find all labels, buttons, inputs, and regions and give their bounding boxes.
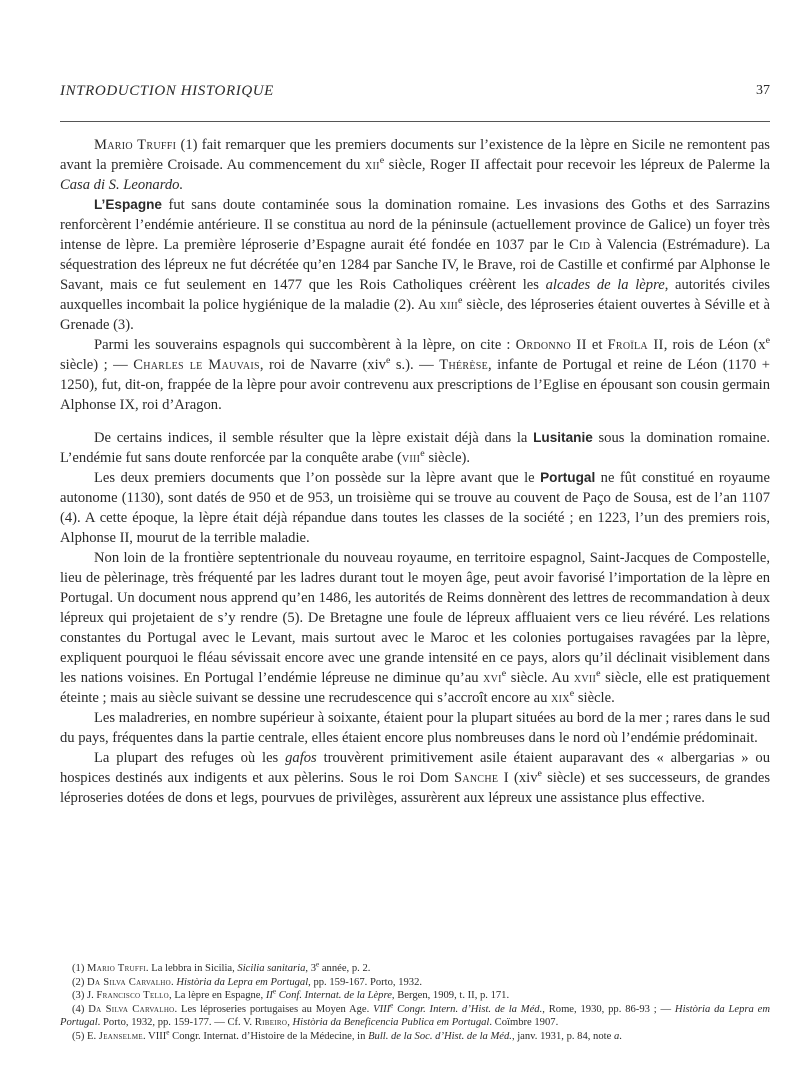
paragraph xyxy=(60,748,770,808)
text-run: . La lebbra in Sicilia, xyxy=(145,963,238,974)
text-run: . Les léproseries portugaises au Moyen Age. xyxy=(174,1003,374,1015)
text-run: (3) J. xyxy=(72,990,97,1001)
text-run: , xyxy=(287,1017,293,1028)
text-run: e xyxy=(501,668,507,680)
text-run: II xyxy=(265,990,273,1001)
text-run: Mario Truffi xyxy=(94,137,177,153)
text-run: Portugal xyxy=(540,470,596,485)
text-run: L’Espagne xyxy=(94,197,162,212)
text-run: e xyxy=(420,448,425,460)
text-run: Da Silva Carvalho xyxy=(87,976,172,988)
text-run: Mario Truffi xyxy=(87,963,146,974)
text-run: xiii xyxy=(439,297,459,313)
text-run: Thérèse xyxy=(439,357,489,373)
text-run: Història da Beneficencia Publica em Portugal xyxy=(292,1017,490,1028)
text-run: Parmi les souverains espagnols qui succombèrent à la lèpre, on cite : xyxy=(94,337,516,353)
text-run: Froïla II xyxy=(607,337,664,353)
text-run: Casa di S. Leonardo. xyxy=(60,177,184,193)
text-run: (1) xyxy=(72,963,88,974)
text-run: e xyxy=(316,960,320,969)
text-run: e xyxy=(537,768,542,780)
text-run: Congr. Intern. d’Hist. de la Méd. xyxy=(393,1003,543,1015)
footnote xyxy=(60,1000,770,1030)
text-run: e xyxy=(385,355,391,367)
text-run: e xyxy=(569,688,575,700)
text-run: e xyxy=(379,155,385,167)
text-run: Història da Lepra em Portugal xyxy=(60,1003,770,1028)
paragraph-gap xyxy=(60,415,770,428)
text-run: à Valencia (Estrémadure). La séquestration des lépreux ne fut décrétée qu’en 1284 par Sanche IV, le Brave, roi de Castille et confirmé par Alphonse le Savant, mais ce fut seulement en 1477 que les Rois Catholiques créèrent les xyxy=(60,237,770,293)
text-run: année, p. 2. xyxy=(319,963,371,974)
text-run: Jeanselme xyxy=(98,1030,143,1042)
text-run: , pp. 159-167. Porto, 1932. xyxy=(308,976,423,988)
text-run: Non loin de la frontière septentrionale du nouveau royaume, en territoire espagnol, Saint-Jacques de Compostelle, lieu de pèlerinage, très fréquenté par les ladres durant tout le moyen âge, peut avoir favorisé l’importation de la lèpre en Portugal. Un document nous apprend qu’en 1486, les autorités de Reims donnèrent des lettres de recommandation à deux lépreux qui projetaient de s’y rendre (5). De Bretagne une foule de lépreux affluaient vers ce lieu révéré. Les relations constantes du Portugal avec le Levant, mais surtout avec le Maroc et les colonies portugaises ravagées par la lèpre, expliquent pourquoi le fléau sévissait encore avec une grande intensité en ce pays, alors qu’il déclinait visiblement dans les nations voisines. En Portugal l’endémie lépreuse ne diminue qu’au xyxy=(60,550,770,686)
text-run: siècle) et ses successeurs, de grandes léproseries dotées de dons et legs, pourvues de privilèges, assurèrent aux lépreux une assistance plus effective. xyxy=(60,770,771,806)
text-run: trouvèrent primitivement asile étaient auparavant des « albergarias » ou hospices destinés aux indigents et aux pèlerins. Sous le roi Dom xyxy=(60,750,770,786)
text-run: siècle. xyxy=(574,690,615,706)
text-run: s.). — xyxy=(390,357,440,373)
text-run: xix xyxy=(551,690,570,706)
text-run: alcades de la lèpre xyxy=(545,277,665,293)
text-run: . xyxy=(171,976,177,988)
text-run: Da Silva Carvalho xyxy=(88,1003,175,1015)
page-header xyxy=(60,83,770,107)
text-run: . xyxy=(619,1030,622,1042)
text-run: (xiv xyxy=(508,770,538,786)
footnote xyxy=(60,976,770,990)
footnote xyxy=(60,1027,770,1044)
text-run: VIII xyxy=(373,1003,391,1015)
text-run: siècle, des léproseries étaient ouvertes à Séville et à Grenade (3). xyxy=(60,297,770,333)
paragraph xyxy=(60,468,770,548)
text-run: , rois de Léon (x xyxy=(663,337,766,353)
paragraph xyxy=(60,428,770,468)
header-rule xyxy=(60,121,770,122)
footnotes xyxy=(60,962,770,1043)
text-run: , Bergen, 1909, t. II, p. 171. xyxy=(391,990,510,1001)
text-run: e xyxy=(596,668,601,680)
text-run: Congr. Internat. d’Histoire de la Médecine, in xyxy=(169,1030,369,1042)
text-run: Charles le Mauvais xyxy=(133,357,260,373)
page-number: 37 xyxy=(756,83,770,98)
text-run: Sanche I xyxy=(453,770,509,786)
text-run: e xyxy=(765,335,770,347)
text-run: siècle. Au xyxy=(506,670,574,686)
text-run: e xyxy=(166,1027,170,1036)
text-run: Francisco Tello xyxy=(96,990,170,1001)
paragraph xyxy=(60,708,770,748)
text-run: siècle, elle est pratiquement éteinte ; mais au siècle suivant se dessine une recrudescence qui s’accroît encore au xyxy=(60,670,770,706)
text-run: Cid xyxy=(569,237,591,253)
text-run: Lusitanie xyxy=(533,430,593,445)
text-run: Bull. de la Soc. d’Hist. de la Méd. xyxy=(368,1030,512,1042)
main-text xyxy=(60,135,770,808)
text-run: Les maladreries, en nombre supérieur à soixante, étaient pour la plupart situées au bord de la mer ; rares dans le sud du pays, fréquentes dans la partie centrale, elles étaient encore plus nombreuses dans le nord où l’endémie prédominait. xyxy=(60,710,770,746)
text-run: xii xyxy=(364,157,380,173)
text-run: , Rome, 1930, pp. 86-93 ; — xyxy=(542,1003,675,1015)
text-run: xvi xyxy=(483,670,502,686)
text-run: (5) E. xyxy=(72,1030,99,1042)
footnote xyxy=(60,989,770,1003)
text-run: siècle) ; — xyxy=(60,357,134,373)
text-run: . VIII xyxy=(142,1030,167,1042)
text-run: , La lèpre en Espagne, xyxy=(169,990,266,1001)
text-run: fut sans doute contaminée sous la domination romaine. Les invasions des Goths et des Sarrazins renforcèrent l’endémie antérieure. Il se constitua au nord de la péninsule (actuellement province de Galice) un foyer très intense de lèpre. La première léproserie d’Espagne aurait été fondée en 1037 par le xyxy=(60,197,770,253)
text-run: , roi de Navarre (xiv xyxy=(259,357,386,373)
text-run: siècle). xyxy=(424,450,471,466)
paragraph xyxy=(60,548,770,708)
text-run: e xyxy=(390,1000,394,1009)
text-run: . Porto, 1932, pp. 159-177. — Cf. V. xyxy=(97,1017,255,1028)
text-run: Ordonno II xyxy=(515,337,587,353)
text-run: De certains indices, il semble résulter que la lèpre existait déjà dans la xyxy=(94,430,534,446)
text-run: Ribeiro xyxy=(254,1017,288,1028)
text-run: , autorités civiles auxquelles incombait la police hygiénique de la maladie (2). Au xyxy=(60,277,770,313)
text-run: Història da Lepra em Portugal xyxy=(176,976,309,988)
text-run: xvii xyxy=(573,670,597,686)
book-page xyxy=(60,0,770,1090)
text-run: , janv. 1931, p. 84, note xyxy=(511,1030,614,1042)
text-run: et xyxy=(586,337,608,353)
paragraph xyxy=(60,195,770,335)
paragraph xyxy=(60,135,770,195)
text-run: gafos xyxy=(285,750,317,766)
text-run: ne fût constitué en royaume autonome (1130), sont datés de 950 et de 953, un troisième qui se trouve au couvent de Paço de Sousa, est de l’an 1107 (4). A cette époque, la lèpre était déjà répandue dans toutes les classes de la société ; en 1223, l’un des premiers rois, Alphonse II, mourut de la terrible maladie. xyxy=(60,470,770,546)
text-run: (1) fait remarquer que les premiers documents sur l’existence de la lèpre en Sicile ne remontent pas avant la première Croisade. Au commencement du xyxy=(60,137,770,173)
text-run: Sicilia sanitaria xyxy=(237,963,306,974)
text-run: (2) xyxy=(72,976,88,988)
text-run: , infante de Portugal et reine de Léon (1170 + 1250), fut, dit-on, frappée de la lèpre pour avoir contrevenu aux prescriptions de l’Eglise en épousant son cousin germain Alphonse IX, roi d’Aragon. xyxy=(60,357,770,413)
text-run: e xyxy=(272,987,277,996)
text-run: viii xyxy=(401,450,421,466)
paragraph xyxy=(60,335,770,415)
text-run: Conf. Internat. de la Lèpre xyxy=(276,990,392,1001)
text-run: , 3 xyxy=(305,963,316,974)
text-run: Les deux premiers documents que l’on possède sur la lèpre avant que le xyxy=(94,470,541,486)
footnote xyxy=(60,962,770,976)
text-run: (4) xyxy=(72,1003,89,1015)
running-title: INTRODUCTION HISTORIQUE xyxy=(60,83,274,99)
text-run: a xyxy=(613,1030,620,1042)
text-run: sous la domination romaine. L’endémie fut sans doute renforcée par la conquête arabe ( xyxy=(60,430,770,466)
text-run: siècle, Roger II affectait pour recevoir les lépreux de Palerme la xyxy=(384,157,770,173)
text-run: e xyxy=(458,295,463,307)
text-run: . Coïmbre 1907. xyxy=(489,1017,559,1028)
text-run: La plupart des refuges où les xyxy=(94,750,286,766)
